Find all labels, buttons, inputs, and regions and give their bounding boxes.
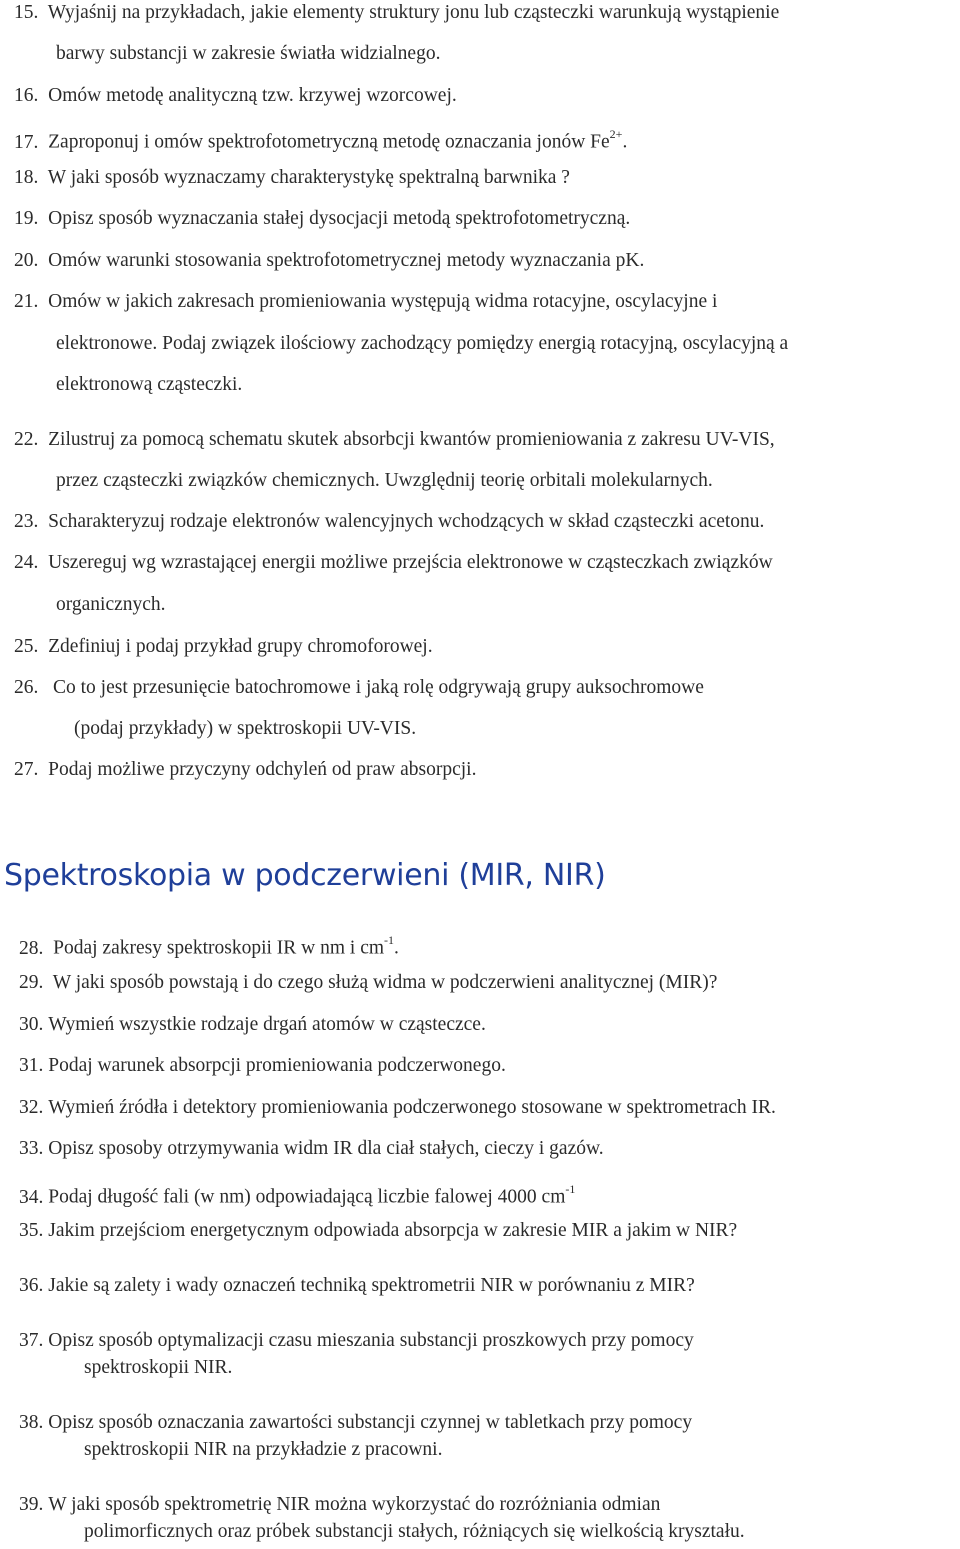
question-text: Omów w jakich zakresach promieniowania występują widma rotacyjne, oscylacyjne i xyxy=(48,291,718,312)
question-number: 17. xyxy=(14,131,39,153)
question-text: Podaj długość fali (w nm) odpowiadającą liczbie falowej 4000 cm xyxy=(48,1186,566,1208)
question-text: Podaj warunek absorpcji promieniowania podczerwonego. xyxy=(48,1055,506,1076)
question-36-line-1 xyxy=(19,1274,695,1298)
question-number: 18. xyxy=(14,167,39,188)
question-37-line-2 xyxy=(84,1356,232,1380)
question-number: 24. xyxy=(14,552,39,573)
question-text: Wymień wszystkie rodzaje drgań atomów w cząsteczce. xyxy=(48,1014,486,1035)
superscript: -1 xyxy=(565,1182,576,1196)
question-text: Podaj zakresy spektroskopii IR w nm i cm xyxy=(53,937,385,959)
question-number: 16. xyxy=(14,85,39,106)
question-text: elektronową cząsteczki. xyxy=(56,374,243,395)
question-text: elektronowe. Podaj związek ilościowy zachodzący pomiędzy energią rotacyjną, oscylacyjną a xyxy=(56,333,789,354)
question-text: Omów warunki stosowania spektrofotometrycznej metody wyznaczania pK. xyxy=(48,250,645,271)
question-34-line-1 xyxy=(19,1179,575,1210)
question-number: 26. xyxy=(14,677,39,698)
question-24-line-2 xyxy=(56,593,166,617)
question-26-line-1 xyxy=(14,676,704,700)
question-text: Omów metodę analityczną tzw. krzywej wzorcowej. xyxy=(48,85,457,106)
question-number: 27. xyxy=(14,759,39,780)
question-33-line-1 xyxy=(19,1137,604,1161)
question-tail: . xyxy=(394,937,399,959)
question-number: 15. xyxy=(14,2,39,23)
question-number: 34. xyxy=(19,1186,44,1208)
question-28-line-1 xyxy=(19,930,399,961)
question-text: Zaproponuj i omów spektrofotometryczną metodę oznaczania jonów Fe xyxy=(48,131,610,153)
question-number: 37. xyxy=(19,1330,44,1351)
question-number: 36. xyxy=(19,1275,44,1296)
question-text: Opisz sposób wyznaczania stałej dysocjacji metodą spektrofotometryczną. xyxy=(48,208,631,229)
question-text: (podaj przykłady) w spektroskopii UV-VIS. xyxy=(74,718,417,739)
question-31-line-1 xyxy=(19,1054,506,1078)
question-text: Scharakteryzuj rodzaje elektronów walencyjnych wchodzących w skład cząsteczki acetonu. xyxy=(48,511,765,532)
question-text: Zdefiniuj i podaj przykład grupy chromoforowej. xyxy=(48,636,433,657)
question-29-line-1 xyxy=(19,971,717,995)
question-19-line-1 xyxy=(14,207,630,231)
question-text: przez cząsteczki związków chemicznych. Uwzględnij teorię orbitali molekularnych. xyxy=(56,470,713,491)
question-number: 32. xyxy=(19,1097,44,1118)
question-18-line-1 xyxy=(14,166,570,190)
question-number: 22. xyxy=(14,429,39,450)
question-number: 33. xyxy=(19,1138,44,1159)
section-heading: Spektroskopia w podczerwieni (MIR, NIR) xyxy=(4,858,606,893)
question-text: W jaki sposób wyznaczamy charakterystykę spektralną barwnika ? xyxy=(47,167,570,188)
question-text: W jaki sposób spektrometrię NIR można wykorzystać do rozróżniania odmian xyxy=(48,1494,661,1515)
question-37-line-1 xyxy=(19,1329,694,1353)
question-38-line-2 xyxy=(84,1438,442,1462)
question-23-line-1 xyxy=(14,510,764,534)
question-27-line-1 xyxy=(14,758,476,782)
superscript: -1 xyxy=(384,933,395,947)
question-17-line-1 xyxy=(14,124,627,155)
question-number: 30. xyxy=(19,1014,44,1035)
question-number: 25. xyxy=(14,636,39,657)
question-text: Wymień źródła i detektory promieniowania podczerwonego stosowane w spektrometrach IR. xyxy=(48,1097,776,1118)
question-16-line-1 xyxy=(14,84,457,108)
question-number: 31. xyxy=(19,1055,44,1076)
question-text: Uszereguj wg wzrastającej energii możliwe przejścia elektronowe w cząsteczkach związków xyxy=(48,552,773,573)
question-25-line-1 xyxy=(14,635,433,659)
question-35-line-1 xyxy=(19,1219,737,1243)
question-21-line-2 xyxy=(56,332,788,356)
question-15-line-1 xyxy=(14,1,779,25)
question-text: Podaj możliwe przyczyny odchyleń od praw absorpcji. xyxy=(48,759,477,780)
question-text: spektroskopii NIR. xyxy=(84,1357,233,1378)
question-number: 19. xyxy=(14,208,39,229)
question-22-line-2 xyxy=(56,469,713,493)
question-number: 28. xyxy=(19,937,44,959)
question-text: Wyjaśnij na przykładach, jakie elementy struktury jonu lub cząsteczki warunkują wystąpienie xyxy=(47,2,780,23)
superscript: 2+ xyxy=(609,127,623,141)
question-24-line-1 xyxy=(14,551,773,575)
question-number: 21. xyxy=(14,291,39,312)
question-22-line-1 xyxy=(14,428,775,452)
question-number: 35. xyxy=(19,1220,44,1241)
question-21-line-1 xyxy=(14,290,717,314)
question-20-line-1 xyxy=(14,249,644,273)
question-text: polimorficznych oraz próbek substancji stałych, różniących się wielkością kryształu. xyxy=(84,1521,745,1542)
question-text: Opisz sposób optymalizacji czasu mieszania substancji proszkowych przy pomocy xyxy=(48,1330,694,1351)
question-number: 20. xyxy=(14,250,39,271)
question-30-line-1 xyxy=(19,1013,486,1037)
question-text: Jakim przejściom energetycznym odpowiada absorpcja w zakresie MIR a jakim w NIR? xyxy=(48,1220,738,1241)
question-26-line-2 xyxy=(74,717,416,741)
question-32-line-1 xyxy=(19,1096,776,1120)
question-tail: . xyxy=(622,131,628,153)
question-number: 23. xyxy=(14,511,39,532)
question-text: Opisz sposoby otrzymywania widm IR dla ciał stałych, cieczy i gazów. xyxy=(48,1138,604,1159)
question-text: barwy substancji w zakresie światła widzialnego. xyxy=(56,43,441,64)
question-39-line-2 xyxy=(84,1520,745,1544)
question-number: 29. xyxy=(19,972,44,993)
question-text: Zilustruj za pomocą schematu skutek absorbcji kwantów promieniowania z zakresu UV-VIS, xyxy=(48,429,775,450)
question-38-line-1 xyxy=(19,1411,692,1435)
question-text: Co to jest przesunięcie batochromowe i jaką rolę odgrywają grupy auksochromowe xyxy=(53,677,704,698)
question-text: Jakie są zalety i wady oznaczeń techniką spektrometrii NIR w porównaniu z MIR? xyxy=(48,1275,695,1296)
question-39-line-1 xyxy=(19,1493,660,1517)
question-15-line-2 xyxy=(56,42,440,66)
question-21-line-3 xyxy=(56,373,242,397)
question-text: organicznych. xyxy=(56,594,166,615)
question-number: 39. xyxy=(19,1494,44,1515)
question-text: spektroskopii NIR na przykładzie z pracowni. xyxy=(84,1439,443,1460)
question-text: Opisz sposób oznaczania zawartości substancji czynnej w tabletkach przy pomocy xyxy=(48,1412,693,1433)
question-number: 38. xyxy=(19,1412,44,1433)
question-text: W jaki sposób powstają i do czego służą widma w podczerwieni analitycznej (MIR)? xyxy=(52,972,718,993)
